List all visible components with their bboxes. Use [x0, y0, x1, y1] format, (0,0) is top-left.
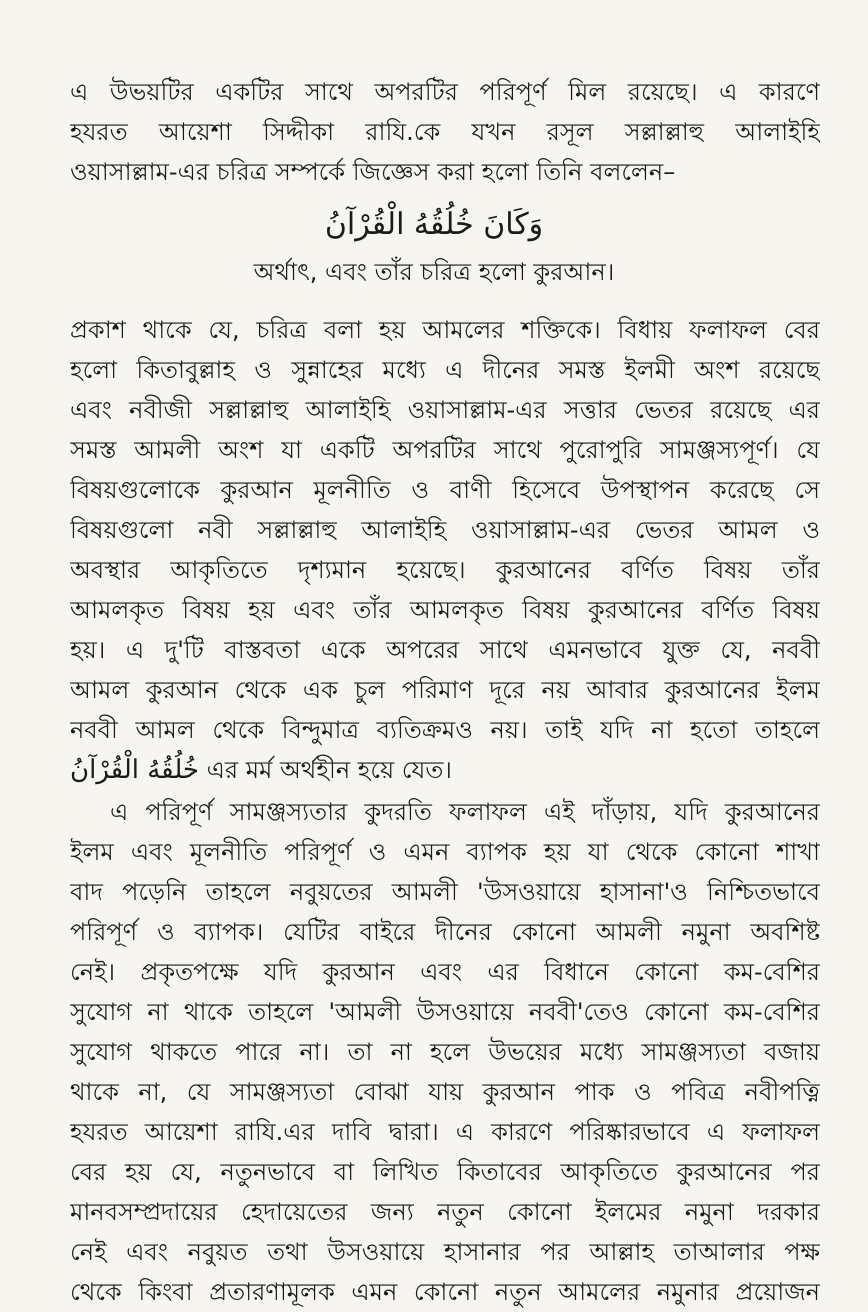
text-line: এ উভয়টির একটির সাথে অপরটির পরিপূর্ণ মিল রয়েছে। এ কারণে [70, 78, 820, 106]
intro-paragraph [70, 72, 820, 192]
text-line: ওয়াসাল্লাম-এর চরিত্র সম্পর্কে জিজ্ঞেস করা হলো তিনি বললেন– [70, 158, 676, 186]
text-line: নেই এবং নবুয়ত তথা উসওয়ায়ে হাসানার পর আল্লাহ তাআলার পক্ষ [70, 1238, 820, 1266]
arabic-quote [0, 200, 868, 250]
text-line-with-arabic [70, 750, 820, 790]
text-line: সমস্ত আমলী অংশ যা একটি অপরটির সাথে পুরোপুরি সামঞ্জস্যপূর্ণ। যে [70, 436, 820, 464]
text-line: আমল কুরআন থেকে এক চুল পরিমাণ দূরে নয় আবার কুরআনের ইলম [70, 676, 820, 704]
text-line: আমলকৃত বিষয় হয় এবং তাঁর আমলকৃত বিষয় কুরআনের বর্ণিত বিষয় [70, 596, 820, 624]
arabic-quote-text: وَكَانَ خُلُقُهُ الْقُرْآنُ [324, 207, 544, 242]
text-line: বিষয়গুলো নবী সল্লাল্লাহু আলাইহি ওয়াসাল্লাম-এর ভেতর আমল ও [70, 516, 820, 544]
text-line: হলো কিতাবুল্লাহ ও সুন্নাহের মধ্যে এ দীনের সমস্ত ইলমী অংশ রয়েছে [70, 356, 820, 384]
text-line: বাদ পড়েনি তাহলে নবুয়তের আমলী 'উসওয়ায়ে হাসানা'ও নিশ্চিতভাবে [70, 878, 820, 906]
text-line: পরিপূর্ণ ও ব্যাপক। যেটির বাইরে দীনের কোনো আমলী নমুনা অবশিষ্ট [70, 918, 820, 946]
text-line: থেকে কিংবা প্রতারণামূলক এমন কোনো নতুন আমলের নমুনার প্রয়োজন [70, 1278, 820, 1306]
text-line: বিষয়গুলোকে কুরআন মূলনীতি ও বাণী হিসেবে উপস্থাপন করেছে সে [70, 476, 820, 504]
text-line: নেই। প্রকৃতপক্ষে যদি কুরআন এবং এর বিধানে কোনো কম-বেশির [70, 958, 820, 986]
text-line: এবং নবীজী সল্লাল্লাহু আলাইহি ওয়াসাল্লাম-এর সত্তার ভেতর রয়েছে এর [70, 396, 820, 424]
text-line: সুযোগ না থাকে তাহলে 'আমলী উসওয়ায়ে নববী'তেও কোনো কম-বেশির [70, 998, 820, 1026]
paragraph-2 [70, 310, 820, 790]
text-line: হয়। এ দু'টি বাস্তবতা একে অপরের সাথে এমনভাবে যুক্ত যে, নববী [70, 636, 820, 664]
text-line: হযরত আয়েশা সিদ্দীকা রাযি.কে যখন রসূল সল্লাল্লাহু আলাইহি [70, 118, 820, 146]
text-fragment: এর মর্ম অর্থহীন হয়ে যেত। [206, 756, 452, 784]
text-line: ইলম এবং মূলনীতি পরিপূর্ণ ও এমন ব্যাপক হয় যা থেকে কোনো শাখা [70, 838, 820, 866]
text-line: মানবসম্প্রদায়ের হেদায়েতের জন্য নতুন কোনো ইলমের নমুনা দরকার [70, 1198, 820, 1226]
paragraph-3 [70, 792, 820, 1312]
text-line: হযরত আয়েশা রাযি.এর দাবি দ্বারা। এ কারণে পরিষ্কারভাবে এ ফলাফল [70, 1118, 820, 1146]
text-line: সুযোগ থাকতে পারে না। তা না হলে উভয়ের মধ্যে সামঞ্জস্যতা বজায় [70, 1038, 820, 1066]
inline-arabic-phrase: خُلُقُهُ الْقُرْآنُ [70, 755, 199, 785]
text-line: অবস্থার আকৃতিতে দৃশ্যমান হয়েছে। কুরআনের বর্ণিত বিষয় তাঁর [70, 556, 820, 584]
text-line: বের হয় যে, নতুনভাবে বা লিখিত কিতাবের আকৃতিতে কুরআনের পর [70, 1158, 820, 1186]
text-line: নববী আমল থেকে বিন্দুমাত্র ব্যতিক্রমও নয়। তাই যদি না হতো তাহলে [70, 716, 820, 744]
text-line: প্রকাশ থাকে যে, চরিত্র বলা হয় আমলের শক্তিকে। বিধায় ফলাফল বের [70, 316, 820, 344]
text-line: থাকে না, যে সামঞ্জস্যতা বোঝা যায় কুরআন পাক ও পবিত্র নবীপত্নি [70, 1078, 820, 1106]
quote-translation: অর্থাৎ, এবং তাঁর চরিত্র হলো কুরআন। [253, 258, 615, 286]
text-line: এ পরিপূর্ণ সামঞ্জস্যতার কুদরতি ফলাফল এই দাঁড়ায়, যদি কুরআনের [110, 798, 820, 826]
